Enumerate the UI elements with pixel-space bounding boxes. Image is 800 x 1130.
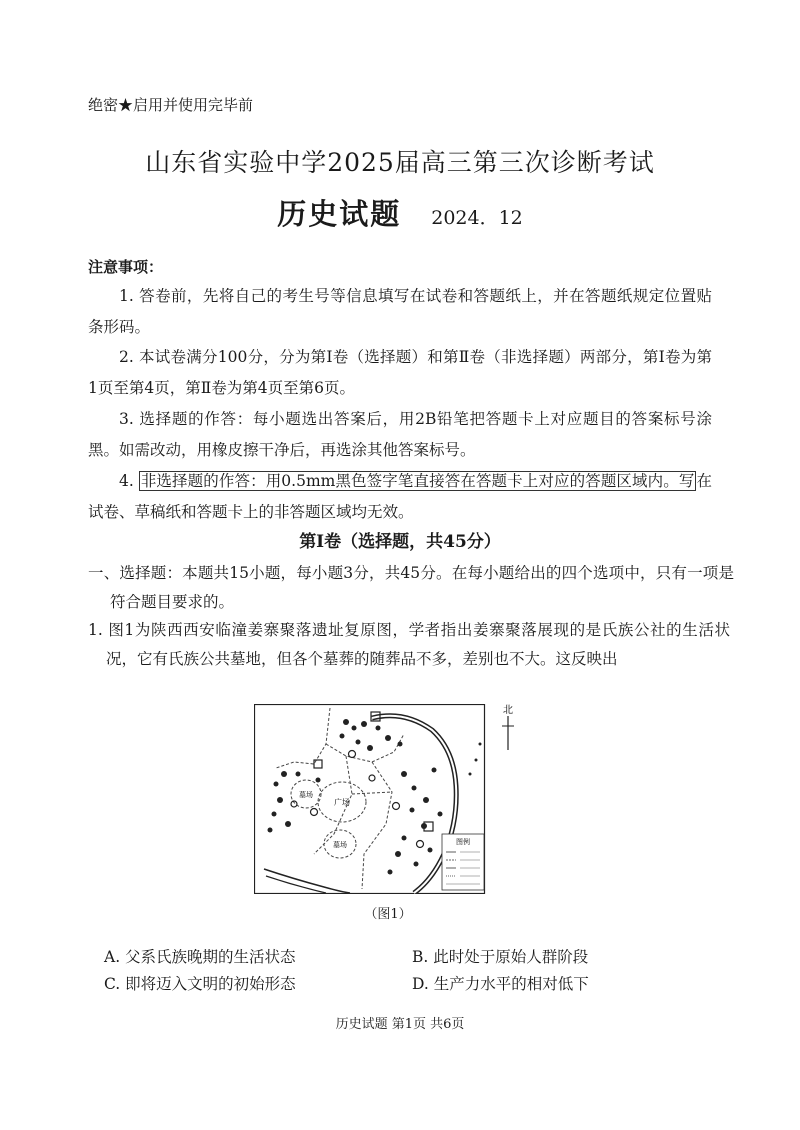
option-b: B. 此时处于原始人群阶段 xyxy=(412,948,589,966)
north-label: 北 xyxy=(503,705,513,716)
label-cemetery-left: 墓场 xyxy=(299,791,313,799)
subject-title: 历史试题 xyxy=(277,197,402,231)
notice-item-4-highlight: 非选择题的作答：用0.5mm黑色签字笔直接答在答题卡上对应的答题区域内。写 xyxy=(140,472,695,490)
notice-item-4-rest: 在试卷、草稿纸和答题卡上的非答题区域均无效。 xyxy=(88,472,712,521)
page-footer: 历史试题 第1页 共6页 xyxy=(335,1017,465,1032)
notice-item-4-number: 4. xyxy=(119,472,139,490)
notice-item-4 xyxy=(88,466,712,528)
question-1-stem: 1. 图1为陕西西安临潼姜寨聚落遗址复原图，学者指出姜寨聚落展现的是氏族公社的生活状况，它有氏族公共墓地，但各个墓葬的随葬品不多，差别也不大。这反映出 xyxy=(88,621,730,668)
option-c: C. 即将迈入文明的初始形态 xyxy=(104,975,296,993)
notice-item-2: 2. 本试卷满分100分，分为第Ⅰ卷（选择题）和第Ⅱ卷（非选择题）两部分，第Ⅰ卷为第1页至第4页，第Ⅱ卷为第4页至第6页。 xyxy=(88,348,712,397)
secrecy-mark: 绝密★启用并使用完毕前 xyxy=(88,96,254,114)
section-heading: 第Ⅰ卷（选择题，共45分） xyxy=(299,532,501,552)
notice-heading: 注意事项： xyxy=(88,258,164,276)
option-d: D. 生产力水平的相对低下 xyxy=(412,975,589,993)
option-a: A. 父系氏族晚期的生活状态 xyxy=(104,948,296,966)
label-square: 广场 xyxy=(334,798,350,807)
exam-date: 2024．12 xyxy=(431,207,523,229)
notice-item-1: 1. 答卷前，先将自己的考生号等信息填写在试卷和答题纸上，并在答题纸规定位置贴条形码。 xyxy=(88,287,712,336)
school-exam-title: 山东省实验中学2025届高三第三次诊断考试 xyxy=(145,148,655,177)
subject-title-line xyxy=(0,192,800,233)
notice-item-3: 3. 选择题的作答：每小题选出答案后，用2B铅笔把答题卡上对应题目的答案标号涂黑。如需改动，用橡皮擦干净后，再选涂其他答案标号。 xyxy=(88,410,712,459)
label-cemetery-bottom: 墓场 xyxy=(333,841,347,849)
figure-caption: （图1） xyxy=(364,907,412,922)
map-svg xyxy=(254,704,522,894)
jiangzhai-settlement-map xyxy=(254,704,522,894)
part1-instructions: 一、选择题：本题共15小题，每小题3分，共45分。在每小题给出的四个选项中，只有一项是符合题目要求的。 xyxy=(88,564,734,611)
legend-title: 图例 xyxy=(456,838,470,846)
